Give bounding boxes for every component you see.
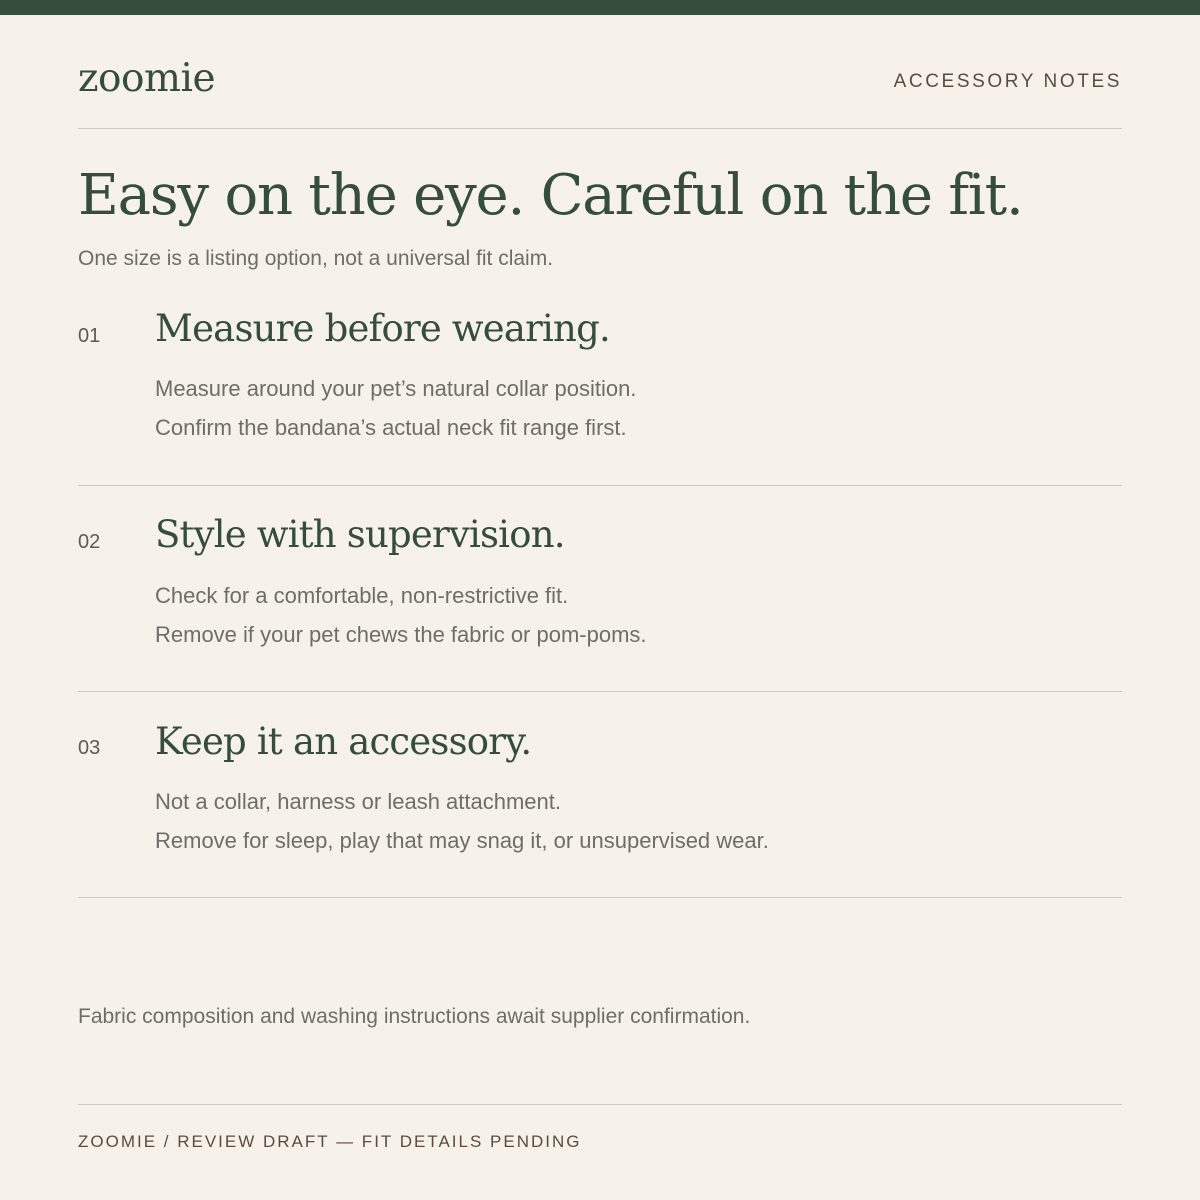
header-divider [78,128,1122,129]
brand-logo: zoomie [78,56,216,101]
note-title: Measure before wearing. [155,307,610,350]
note-title: Keep it an accessory. [155,720,532,763]
page-title: Easy on the eye. Careful on the fit. [78,163,1023,228]
note-text-line: Confirm the bandana’s actual neck fit range first. [155,415,627,440]
note-divider [78,485,1122,486]
note-text-line: Remove for sleep, play that may snag it, or unsupervised wear. [155,828,769,853]
footer-status: ZOOMIE / REVIEW DRAFT — FIT DETAILS PENDING [78,1132,582,1151]
section-tag: ACCESSORY NOTES [893,71,1122,92]
note-number: 01 [78,325,101,347]
note-number: 03 [78,737,101,759]
note-text-line: Check for a comfortable, non-restrictive fit. [155,583,569,608]
note-text-line: Remove if your pet chews the fabric or pom-poms. [155,622,647,647]
header [78,54,1122,104]
footer-divider [78,1104,1122,1105]
note-text-line: Not a collar, harness or leash attachment. [155,789,561,814]
note-number: 02 [78,531,101,553]
fabric-note: Fabric composition and washing instructions await supplier confirmation. [78,1005,751,1028]
note-divider [78,897,1122,898]
page-subtitle: One size is a listing option, not a universal fit claim. [78,247,554,270]
note-divider [78,691,1122,692]
top-accent-bar [0,0,1200,15]
note-text-line: Measure around your pet’s natural collar position. [155,376,637,401]
note-title: Style with supervision. [155,513,565,556]
